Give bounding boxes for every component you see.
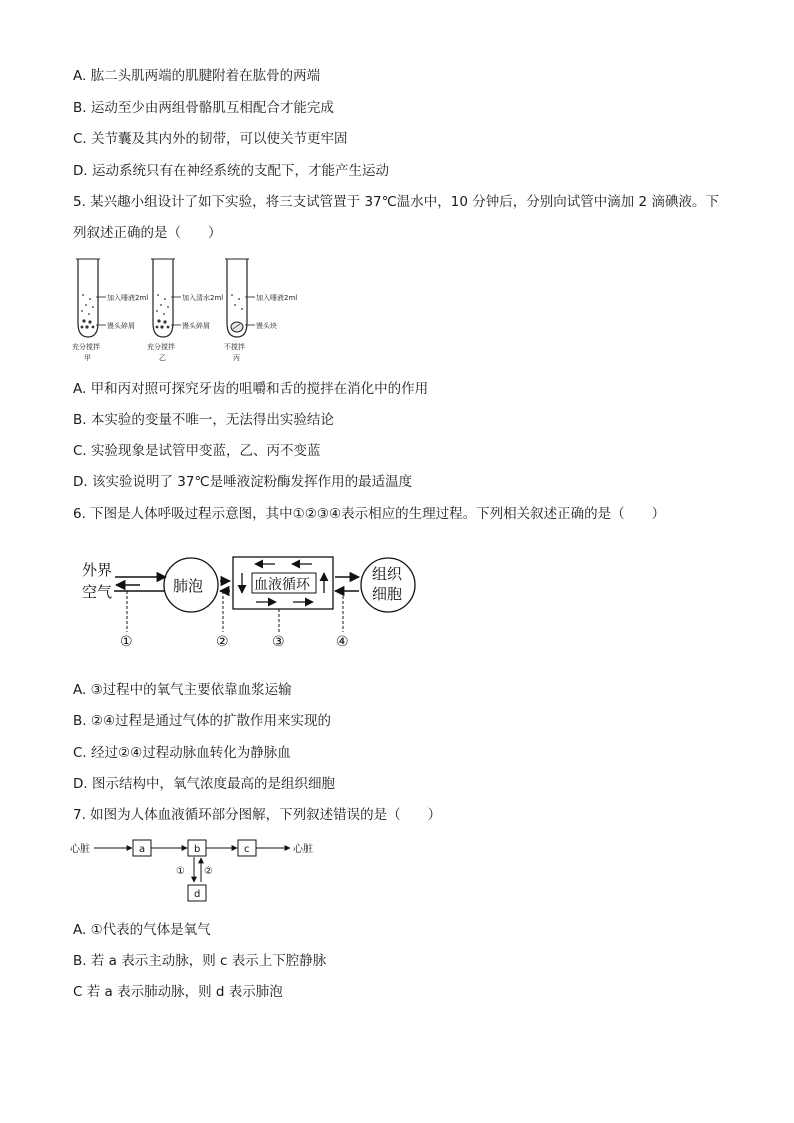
respiration-diagram bbox=[80, 545, 420, 655]
outside-air-label-1: 外界 bbox=[82, 561, 113, 579]
outside-air-label-2: 空气 bbox=[82, 583, 113, 601]
tube-bing-bottom-label: 馒头块 bbox=[256, 322, 277, 330]
heart-left-label: 心脏 bbox=[70, 844, 90, 855]
q4-option-d: D. 运动系统只有在神经系统的支配下，才能产生运动 bbox=[73, 163, 389, 179]
q7-marker-1: ① bbox=[176, 866, 185, 877]
q5-option-c: C. 实验现象是试管甲变蓝，乙、丙不变蓝 bbox=[73, 443, 321, 459]
box-a-label: a bbox=[139, 844, 146, 855]
tube-bing-top-label: 加入唾液2ml bbox=[256, 294, 298, 302]
box-b-label: b bbox=[194, 844, 201, 855]
test-tube-yi bbox=[151, 259, 181, 337]
heart-right-label: 心脏 bbox=[293, 844, 313, 855]
blood-circulation-label: 血液循环 bbox=[254, 577, 310, 593]
tube-yi-name: 乙 bbox=[159, 354, 166, 362]
tube-yi-bottom-label: 馒头碎屑 bbox=[182, 322, 210, 330]
marker-4: ④ bbox=[336, 634, 349, 650]
q6-option-c: C. 经过②④过程动脉血转化为静脉血 bbox=[73, 745, 291, 761]
q7-marker-2: ② bbox=[204, 866, 213, 877]
tube-jia-top-label: 加入唾液2ml bbox=[107, 294, 149, 302]
box-d-label: d bbox=[194, 889, 201, 900]
tissue-cell-label-1: 组织 bbox=[372, 565, 403, 583]
q5-option-d: D. 该实验说明了 37℃是唾液淀粉酶发挥作用的最适温度 bbox=[73, 474, 413, 490]
q6-option-a: A. ③过程中的氧气主要依靠血浆运输 bbox=[73, 682, 292, 698]
tube-yi-top-label: 加入清水2ml bbox=[182, 294, 224, 302]
q7-stem: 7. 如图为人体血液循环部分图解，下列叙述错误的是（ ） bbox=[73, 807, 442, 823]
marker-2: ② bbox=[216, 634, 229, 650]
q5-option-b: B. 本实验的变量不唯一，无法得出实验结论 bbox=[73, 412, 334, 428]
tube-bing-name: 丙 bbox=[233, 354, 240, 362]
q4-option-a: A. 肱二头肌两端的肌腱附着在肱骨的两端 bbox=[73, 68, 321, 84]
q4-option-c: C. 关节囊及其内外的韧带，可以使关节更牢固 bbox=[73, 131, 348, 147]
tube-bing-caption: 不搅拌 bbox=[224, 343, 245, 351]
q5-stem-line2: 列叙述正确的是（ ） bbox=[73, 225, 222, 241]
tube-jia-bottom-label: 馒头碎屑 bbox=[107, 322, 135, 330]
q5-option-a: A. 甲和丙对照可探究牙齿的咀嚼和舌的搅拌在消化中的作用 bbox=[73, 381, 429, 397]
tube-yi-caption: 充分搅拌 bbox=[147, 343, 175, 351]
q5-stem-line1: 5. 某兴趣小组设计了如下实验，将三支试管置于 37℃温水中，10 分钟后，分别向试管中滴加 2 滴碘液。下 bbox=[73, 194, 719, 210]
tube-jia-name: 甲 bbox=[84, 354, 91, 362]
tube-jia-caption: 充分搅拌 bbox=[72, 343, 100, 351]
q7-option-a: A. ①代表的气体是氧气 bbox=[73, 922, 211, 938]
q6-option-b: B. ②④过程是通过气体的扩散作用来实现的 bbox=[73, 713, 332, 729]
q7-option-b: B. 若 a 表示主动脉，则 c 表示上下腔静脉 bbox=[73, 953, 327, 969]
q6-option-d: D. 图示结构中，氧气浓度最高的是组织细胞 bbox=[73, 776, 335, 792]
circulation-flow-diagram bbox=[70, 835, 340, 907]
test-tube-figure bbox=[60, 255, 310, 365]
q4-option-b: B. 运动至少由两组骨骼肌互相配合才能完成 bbox=[73, 100, 334, 116]
test-tube-jia bbox=[76, 259, 106, 337]
marker-1: ① bbox=[120, 634, 133, 650]
box-c-label: c bbox=[244, 844, 250, 855]
tissue-cell-label-2: 细胞 bbox=[372, 585, 403, 603]
marker-3: ③ bbox=[272, 634, 285, 650]
alveoli-label: 肺泡 bbox=[173, 577, 204, 595]
test-tube-bing bbox=[225, 259, 255, 337]
q7-option-c: C 若 a 表示肺动脉，则 d 表示肺泡 bbox=[73, 984, 283, 1000]
q6-stem: 6. 下图是人体呼吸过程示意图，其中①②③④表示相应的生理过程。下列相关叙述正确的是（ ） bbox=[73, 506, 666, 522]
